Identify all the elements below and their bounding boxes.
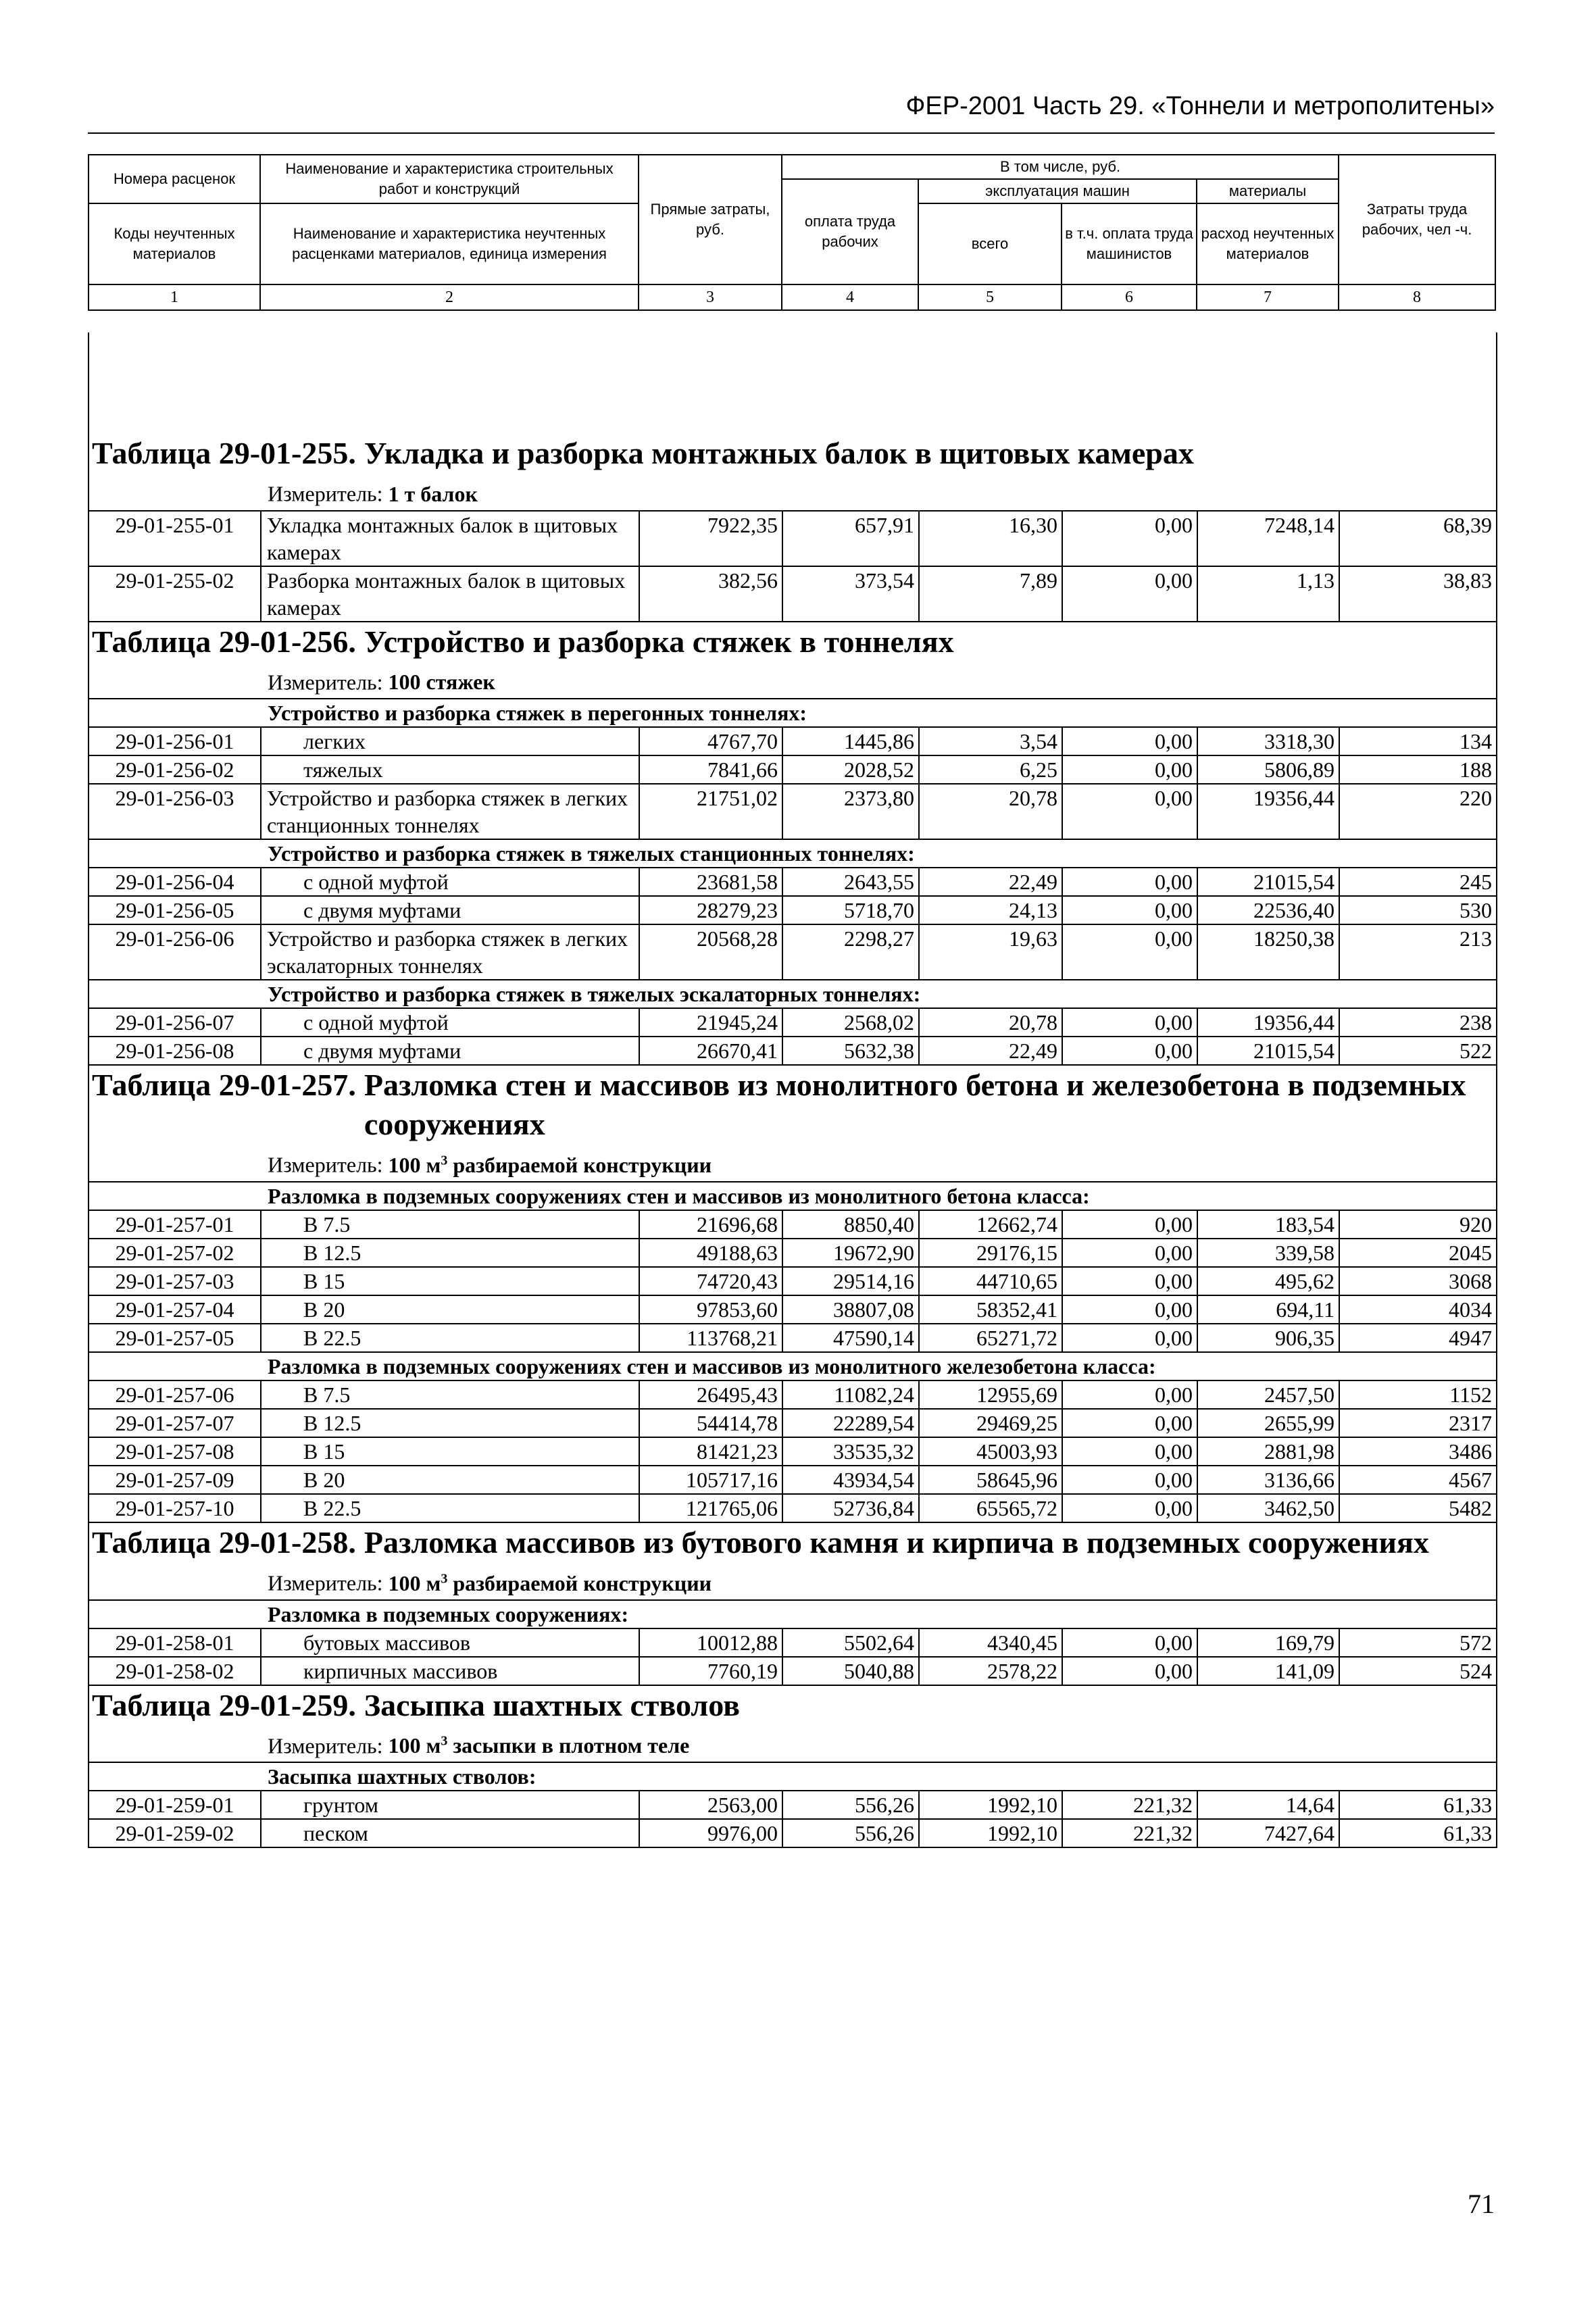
work-name: Разборка монтажных балок в щитовых камерах <box>261 566 639 621</box>
machinist-wages: 0,00 <box>1062 868 1197 896</box>
table-row <box>89 896 1496 924</box>
section-number: Таблица 29-01-256. <box>92 624 356 659</box>
col-labor: Затраты труда рабочих, чел -ч. <box>1339 155 1495 284</box>
subheader-text: Разломка в подземных сооружениях стен и массивов из монолитного железобетона класса: <box>89 1352 1496 1380</box>
machinist-wages: 0,00 <box>1062 1628 1197 1657</box>
measure-rest: засыпки в плотном теле <box>447 1733 690 1758</box>
machinist-wages: 221,32 <box>1062 1791 1197 1819</box>
labor-hours: 4034 <box>1339 1295 1496 1324</box>
rate-code: 29-01-257-04 <box>89 1295 261 1324</box>
machine-costs: 6,25 <box>919 755 1062 784</box>
labor-hours: 38,83 <box>1339 566 1496 621</box>
table-row <box>89 1409 1496 1437</box>
table-row <box>89 1437 1496 1466</box>
material-costs: 14,64 <box>1197 1791 1339 1819</box>
table-row <box>89 755 1496 784</box>
rates-table <box>89 698 1496 1064</box>
machinist-wages: 0,00 <box>1062 1295 1197 1324</box>
direct-costs: 113768,21 <box>639 1324 782 1352</box>
worker-wages: 33535,32 <box>782 1437 919 1466</box>
table-row <box>89 727 1496 755</box>
machine-costs: 44710,65 <box>919 1267 1062 1295</box>
direct-costs: 26495,43 <box>639 1380 782 1409</box>
machine-costs: 7,89 <box>919 566 1062 621</box>
material-costs: 169,79 <box>1197 1628 1339 1657</box>
direct-costs: 105717,16 <box>639 1466 782 1494</box>
material-costs: 22536,40 <box>1197 896 1339 924</box>
direct-costs: 2563,00 <box>639 1791 782 1819</box>
machinist-wages: 0,00 <box>1062 755 1197 784</box>
direct-costs: 10012,88 <box>639 1628 782 1657</box>
section-title-text: Разломка массивов из бутового камня и кирпича в подземных сооружениях <box>364 1524 1429 1560</box>
labor-hours: 2317 <box>1339 1409 1496 1437</box>
measure-value: 100 м <box>388 1570 441 1595</box>
work-name: В 15 <box>261 1267 639 1295</box>
worker-wages: 8850,40 <box>782 1210 919 1239</box>
rate-code: 29-01-256-06 <box>89 924 261 980</box>
column-header-table <box>88 154 1496 311</box>
direct-costs: 4767,70 <box>639 727 782 755</box>
subheader-row <box>89 839 1496 868</box>
machinist-wages: 0,00 <box>1062 1657 1197 1685</box>
measure-rest: разбираемой конструкции <box>447 1570 712 1595</box>
material-costs: 1,13 <box>1197 566 1339 621</box>
work-name: Устройство и разборка стяжек в легких эскалаторных тоннелях <box>261 924 639 980</box>
direct-costs: 382,56 <box>639 566 782 621</box>
work-name: В 22.5 <box>261 1494 639 1522</box>
rate-code: 29-01-255-02 <box>89 566 261 621</box>
rate-table-section <box>89 1685 1496 1847</box>
worker-wages: 52736,84 <box>782 1494 919 1522</box>
worker-wages: 5502,64 <box>782 1628 919 1657</box>
direct-costs: 21945,24 <box>639 1008 782 1037</box>
material-costs: 2655,99 <box>1197 1409 1339 1437</box>
table-row <box>89 566 1496 621</box>
direct-costs: 81421,23 <box>639 1437 782 1466</box>
material-costs: 7248,14 <box>1197 511 1339 566</box>
table-row <box>89 868 1496 896</box>
material-costs: 694,11 <box>1197 1295 1339 1324</box>
machinist-wages: 0,00 <box>1062 1008 1197 1037</box>
labor-hours: 238 <box>1339 1008 1496 1037</box>
material-costs: 183,54 <box>1197 1210 1339 1239</box>
page-number: 71 <box>1468 2189 1495 2219</box>
labor-hours: 3068 <box>1339 1267 1496 1295</box>
table-row <box>89 1037 1496 1064</box>
material-costs: 141,09 <box>1197 1657 1339 1685</box>
direct-costs: 49188,63 <box>639 1239 782 1267</box>
measure-label: Измеритель: <box>268 1733 383 1758</box>
work-name: грунтом <box>261 1791 639 1819</box>
machine-costs: 20,78 <box>919 784 1062 839</box>
section-title-text: Разломка стен и массивов из монолитного бетона и железобетона в подземных сооружениях <box>364 1068 1466 1142</box>
machine-costs: 2578,22 <box>919 1657 1062 1685</box>
measure-superscript: 3 <box>441 1153 448 1168</box>
direct-costs: 26670,41 <box>639 1037 782 1064</box>
machinist-wages: 0,00 <box>1062 1466 1197 1494</box>
measure-value: 100 стяжек <box>388 670 495 695</box>
labor-hours: 4567 <box>1339 1466 1496 1494</box>
worker-wages: 5040,88 <box>782 1657 919 1685</box>
machine-costs: 3,54 <box>919 727 1062 755</box>
measure-unit <box>89 1562 1496 1599</box>
material-costs: 21015,54 <box>1197 1037 1339 1064</box>
rate-code: 29-01-257-03 <box>89 1267 261 1295</box>
worker-wages: 43934,54 <box>782 1466 919 1494</box>
material-costs: 21015,54 <box>1197 868 1339 896</box>
measure-rest: разбираемой конструкции <box>447 1152 712 1177</box>
work-name: В 12.5 <box>261 1409 639 1437</box>
direct-costs: 9976,00 <box>639 1819 782 1847</box>
col-consumption: расход неучтенных материалов <box>1197 203 1339 284</box>
measure-value: 100 м <box>388 1152 441 1177</box>
rate-table-section <box>89 621 1496 1065</box>
document-body <box>88 332 1497 1848</box>
col-codes-top: Номера расценок <box>89 155 260 203</box>
labor-hours: 61,33 <box>1339 1791 1496 1819</box>
table-row <box>89 1628 1496 1657</box>
work-name: В 7.5 <box>261 1210 639 1239</box>
rate-code: 29-01-256-04 <box>89 868 261 896</box>
col-including: В том числе, руб. <box>782 155 1339 179</box>
work-name: бутовых массивов <box>261 1628 639 1657</box>
rate-table-section <box>89 434 1496 621</box>
machine-costs: 22,49 <box>919 868 1062 896</box>
labor-hours: 522 <box>1339 1037 1496 1064</box>
worker-wages: 47590,14 <box>782 1324 919 1352</box>
machinist-wages: 0,00 <box>1062 1239 1197 1267</box>
worker-wages: 29514,16 <box>782 1267 919 1295</box>
work-name: с одной муфтой <box>261 1008 639 1037</box>
machine-costs: 45003,93 <box>919 1437 1062 1466</box>
col-machinist-wages: в т.ч. оплата труда машинистов <box>1062 203 1197 284</box>
labor-hours: 2045 <box>1339 1239 1496 1267</box>
rate-code: 29-01-256-08 <box>89 1037 261 1064</box>
worker-wages: 11082,24 <box>782 1380 919 1409</box>
rate-table-section <box>89 1522 1496 1685</box>
table-row <box>89 1239 1496 1267</box>
labor-hours: 572 <box>1339 1628 1496 1657</box>
worker-wages: 556,26 <box>782 1791 919 1819</box>
blank-area <box>89 332 1496 434</box>
rate-code: 29-01-259-02 <box>89 1819 261 1847</box>
subheader-row <box>89 1352 1496 1380</box>
worker-wages: 38807,08 <box>782 1295 919 1324</box>
direct-costs: 7841,66 <box>639 755 782 784</box>
work-name: песком <box>261 1819 639 1847</box>
subheader-text: Засыпка шахтных стволов: <box>89 1762 1496 1791</box>
machinist-wages: 0,00 <box>1062 1380 1197 1409</box>
worker-wages: 2568,02 <box>782 1008 919 1037</box>
work-name: В 15 <box>261 1437 639 1466</box>
rate-code: 29-01-257-02 <box>89 1239 261 1267</box>
section-number: Таблица 29-01-258. <box>92 1524 356 1560</box>
rate-code: 29-01-257-07 <box>89 1409 261 1437</box>
section-title-text: Устройство и разборка стяжек в тоннелях <box>364 624 954 659</box>
material-costs: 2457,50 <box>1197 1380 1339 1409</box>
labor-hours: 61,33 <box>1339 1819 1496 1847</box>
rate-code: 29-01-256-07 <box>89 1008 261 1037</box>
direct-costs: 97853,60 <box>639 1295 782 1324</box>
material-costs: 19356,44 <box>1197 1008 1339 1037</box>
worker-wages: 1445,86 <box>782 727 919 755</box>
machinist-wages: 0,00 <box>1062 1437 1197 1466</box>
machinist-wages: 0,00 <box>1062 784 1197 839</box>
machine-costs: 16,30 <box>919 511 1062 566</box>
machine-costs: 1992,10 <box>919 1791 1062 1819</box>
worker-wages: 19672,90 <box>782 1239 919 1267</box>
document-title: ФЕР-2001 Часть 29. «Тоннели и метрополитены» <box>905 92 1495 120</box>
work-name: Устройство и разборка стяжек в легких станционных тоннелях <box>261 784 639 839</box>
direct-costs: 28279,23 <box>639 896 782 924</box>
table-row <box>89 1819 1496 1847</box>
col-direct-costs: Прямые затраты, руб. <box>639 155 782 284</box>
subheader-text: Устройство и разборка стяжек в тяжелых эскалаторных тоннелях: <box>89 980 1496 1008</box>
machine-costs: 12662,74 <box>919 1210 1062 1239</box>
section-title <box>89 1523 1496 1562</box>
work-name: с двумя муфтами <box>261 1037 639 1064</box>
worker-wages: 556,26 <box>782 1819 919 1847</box>
table-row <box>89 1791 1496 1819</box>
material-costs: 3318,30 <box>1197 727 1339 755</box>
machine-costs: 29176,15 <box>919 1239 1062 1267</box>
worker-wages: 373,54 <box>782 566 919 621</box>
material-costs: 3136,66 <box>1197 1466 1339 1494</box>
measure-unit <box>89 662 1496 699</box>
machine-costs: 58645,96 <box>919 1466 1062 1494</box>
worker-wages: 5718,70 <box>782 896 919 924</box>
rate-code: 29-01-256-01 <box>89 727 261 755</box>
machinist-wages: 0,00 <box>1062 1494 1197 1522</box>
machinist-wages: 0,00 <box>1062 896 1197 924</box>
measure-unit <box>89 1144 1496 1181</box>
work-name: с одной муфтой <box>261 868 639 896</box>
work-name: В 20 <box>261 1466 639 1494</box>
table-row <box>89 1324 1496 1352</box>
col-machines-total: всего <box>918 203 1062 284</box>
measure-unit <box>89 473 1496 510</box>
subheader-row <box>89 1182 1496 1210</box>
work-name: с двумя муфтами <box>261 896 639 924</box>
material-costs: 3462,50 <box>1197 1494 1339 1522</box>
table-row <box>89 1295 1496 1324</box>
table-row <box>89 924 1496 980</box>
section-title <box>89 622 1496 662</box>
direct-costs: 121765,06 <box>639 1494 782 1522</box>
section-number: Таблица 29-01-257. <box>92 1068 356 1103</box>
labor-hours: 5482 <box>1339 1494 1496 1522</box>
worker-wages: 22289,54 <box>782 1409 919 1437</box>
machinist-wages: 0,00 <box>1062 1409 1197 1437</box>
machinist-wages: 0,00 <box>1062 566 1197 621</box>
rate-code: 29-01-257-08 <box>89 1437 261 1466</box>
subheader-text: Разломка в подземных сооружениях стен и массивов из монолитного бетона класса: <box>89 1182 1496 1210</box>
direct-costs: 20568,28 <box>639 924 782 980</box>
machinist-wages: 0,00 <box>1062 1267 1197 1295</box>
col-machines: эксплуатация машин <box>918 179 1197 203</box>
table-row <box>89 1008 1496 1037</box>
labor-hours: 3486 <box>1339 1437 1496 1466</box>
material-costs: 339,58 <box>1197 1239 1339 1267</box>
section-title <box>89 1686 1496 1725</box>
section-title <box>89 434 1496 473</box>
work-name: В 22.5 <box>261 1324 639 1352</box>
labor-hours: 1152 <box>1339 1380 1496 1409</box>
machine-costs: 65271,72 <box>919 1324 1062 1352</box>
worker-wages: 2298,27 <box>782 924 919 980</box>
material-costs: 906,35 <box>1197 1324 1339 1352</box>
machinist-wages: 221,32 <box>1062 1819 1197 1847</box>
material-costs: 495,62 <box>1197 1267 1339 1295</box>
rate-code: 29-01-256-05 <box>89 896 261 924</box>
col-materials: материалы <box>1197 179 1339 203</box>
machinist-wages: 0,00 <box>1062 1210 1197 1239</box>
material-costs: 5806,89 <box>1197 755 1339 784</box>
material-costs: 7427,64 <box>1197 1819 1339 1847</box>
machinist-wages: 0,00 <box>1062 511 1197 566</box>
col-name-bottom: Наименование и характеристика неучтенных расценками материалов, единица измерения <box>260 203 639 284</box>
machine-costs: 20,78 <box>919 1008 1062 1037</box>
worker-wages: 5632,38 <box>782 1037 919 1064</box>
labor-hours: 68,39 <box>1339 511 1496 566</box>
rate-code: 29-01-257-10 <box>89 1494 261 1522</box>
direct-costs: 54414,78 <box>639 1409 782 1437</box>
measure-unit <box>89 1725 1496 1762</box>
machine-costs: 58352,41 <box>919 1295 1062 1324</box>
machinist-wages: 0,00 <box>1062 727 1197 755</box>
worker-wages: 2373,80 <box>782 784 919 839</box>
labor-hours: 213 <box>1339 924 1496 980</box>
direct-costs: 23681,58 <box>639 868 782 896</box>
subheader-text: Разломка в подземных сооружениях: <box>89 1600 1496 1628</box>
subheader-text: Устройство и разборка стяжек в перегонных тоннелях: <box>89 699 1496 727</box>
rate-table-section <box>89 1064 1496 1522</box>
measure-label: Измеритель: <box>268 481 383 506</box>
direct-costs: 74720,43 <box>639 1267 782 1295</box>
table-row <box>89 1657 1496 1685</box>
work-name: В 20 <box>261 1295 639 1324</box>
section-number: Таблица 29-01-255. <box>92 436 356 470</box>
labor-hours: 245 <box>1339 868 1496 896</box>
measure-label: Измеритель: <box>268 1570 383 1595</box>
rate-code: 29-01-256-03 <box>89 784 261 839</box>
work-name: кирпичных массивов <box>261 1657 639 1685</box>
machine-costs: 4340,45 <box>919 1628 1062 1657</box>
measure-label: Измеритель: <box>268 670 383 695</box>
rate-code: 29-01-257-05 <box>89 1324 261 1352</box>
rate-code: 29-01-259-01 <box>89 1791 261 1819</box>
table-row <box>89 784 1496 839</box>
measure-superscript: 3 <box>441 1733 448 1749</box>
subheader-text: Устройство и разборка стяжек в тяжелых станционных тоннелях: <box>89 839 1496 868</box>
labor-hours: 188 <box>1339 755 1496 784</box>
direct-costs: 7922,35 <box>639 511 782 566</box>
rate-code: 29-01-257-01 <box>89 1210 261 1239</box>
rate-code: 29-01-255-01 <box>89 511 261 566</box>
direct-costs: 21751,02 <box>639 784 782 839</box>
table-row <box>89 511 1496 566</box>
measure-value: 100 м <box>388 1733 441 1758</box>
machinist-wages: 0,00 <box>1062 1037 1197 1064</box>
table-row <box>89 1267 1496 1295</box>
labor-hours: 530 <box>1339 896 1496 924</box>
work-name: тяжелых <box>261 755 639 784</box>
table-row <box>89 1494 1496 1522</box>
machinist-wages: 0,00 <box>1062 924 1197 980</box>
direct-costs: 7760,19 <box>639 1657 782 1685</box>
column-numbers-row: 1 2 3 4 5 6 7 8 <box>89 284 1495 310</box>
col-wages: оплата труда рабочих <box>782 179 918 284</box>
table-row <box>89 1210 1496 1239</box>
labor-hours: 920 <box>1339 1210 1496 1239</box>
material-costs: 19356,44 <box>1197 784 1339 839</box>
material-costs: 2881,98 <box>1197 1437 1339 1466</box>
measure-superscript: 3 <box>441 1570 448 1586</box>
col-name-top: Наименование и характеристика строительных работ и конструкций <box>260 155 639 203</box>
subheader-row <box>89 699 1496 727</box>
rate-code: 29-01-257-09 <box>89 1466 261 1494</box>
machine-costs: 24,13 <box>919 896 1062 924</box>
work-name: В 12.5 <box>261 1239 639 1267</box>
subheader-row <box>89 1762 1496 1791</box>
labor-hours: 220 <box>1339 784 1496 839</box>
rate-code: 29-01-257-06 <box>89 1380 261 1409</box>
worker-wages: 2643,55 <box>782 868 919 896</box>
document-header <box>88 86 1495 134</box>
labor-hours: 4947 <box>1339 1324 1496 1352</box>
worker-wages: 657,91 <box>782 511 919 566</box>
rates-table <box>89 1599 1496 1685</box>
col-codes-bottom: Коды неучтенных материалов <box>89 203 260 284</box>
table-row <box>89 1466 1496 1494</box>
work-name: Укладка монтажных балок в щитовых камерах <box>261 511 639 566</box>
rate-code: 29-01-256-02 <box>89 755 261 784</box>
rates-table <box>89 1181 1496 1522</box>
machine-costs: 29469,25 <box>919 1409 1062 1437</box>
machine-costs: 1992,10 <box>919 1819 1062 1847</box>
rate-code: 29-01-258-02 <box>89 1657 261 1685</box>
machine-costs: 22,49 <box>919 1037 1062 1064</box>
direct-costs: 21696,68 <box>639 1210 782 1239</box>
worker-wages: 2028,52 <box>782 755 919 784</box>
rate-code: 29-01-258-01 <box>89 1628 261 1657</box>
work-name: В 7.5 <box>261 1380 639 1409</box>
material-costs: 18250,38 <box>1197 924 1339 980</box>
rates-table <box>89 510 1496 621</box>
section-number: Таблица 29-01-259. <box>92 1687 356 1722</box>
machine-costs: 19,63 <box>919 924 1062 980</box>
section-title <box>89 1066 1496 1144</box>
machine-costs: 65565,72 <box>919 1494 1062 1522</box>
machine-costs: 12955,69 <box>919 1380 1062 1409</box>
measure-label: Измеритель: <box>268 1152 383 1177</box>
subheader-row <box>89 980 1496 1008</box>
rates-table <box>89 1762 1496 1847</box>
work-name: легких <box>261 727 639 755</box>
machinist-wages: 0,00 <box>1062 1324 1197 1352</box>
measure-value: 1 т балок <box>388 481 478 506</box>
section-title-text: Засыпка шахтных стволов <box>364 1687 740 1722</box>
section-title-text: Укладка и разборка монтажных балок в щитовых камерах <box>364 436 1194 470</box>
labor-hours: 524 <box>1339 1657 1496 1685</box>
subheader-row <box>89 1600 1496 1628</box>
labor-hours: 134 <box>1339 727 1496 755</box>
table-row <box>89 1380 1496 1409</box>
